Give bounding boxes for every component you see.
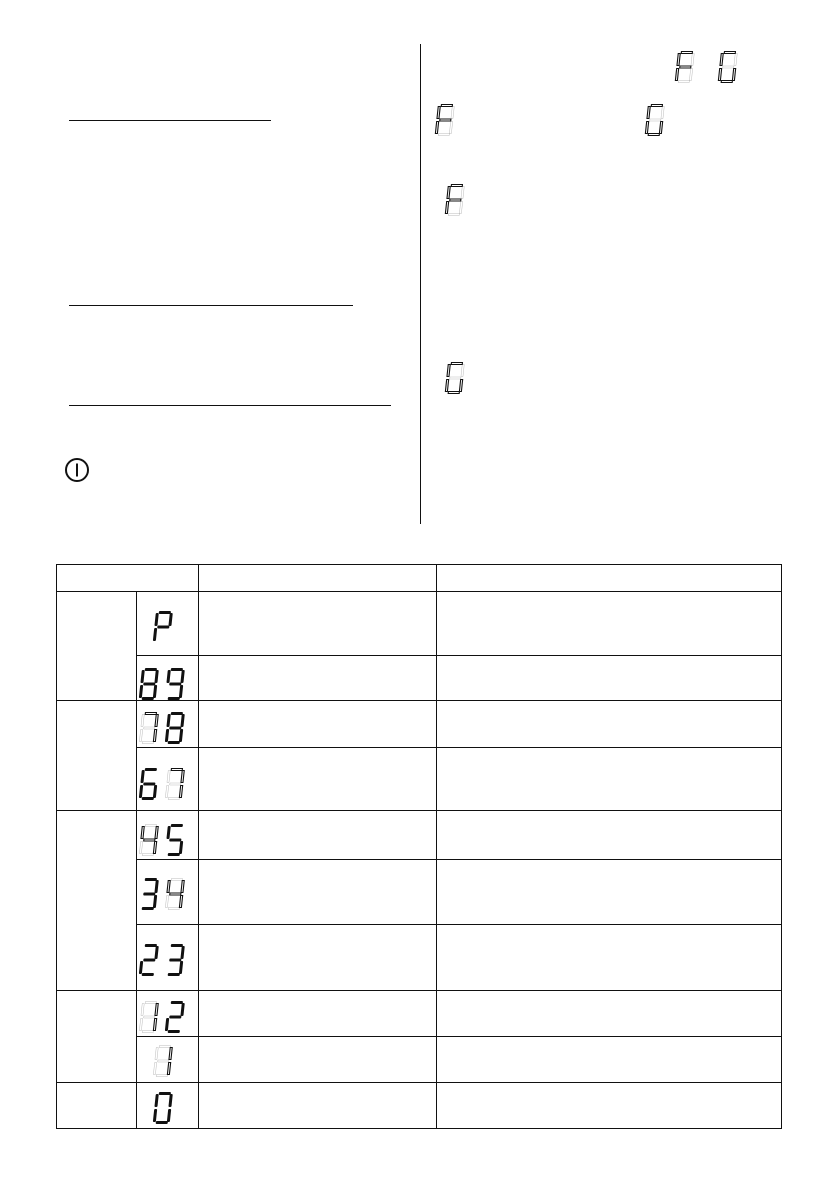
group-line: [56, 990, 782, 991]
col-line-2: [198, 564, 199, 1129]
power-level-display-icon: [138, 878, 196, 917]
power-level-display-icon: [138, 712, 196, 751]
left-rule-2: [69, 305, 353, 306]
segment-display-g-icon: [717, 51, 749, 85]
segment-display-f-icon: [434, 104, 466, 138]
power-level-display-icon: [138, 768, 196, 807]
power-level-display-icon: [152, 611, 184, 650]
power-level-display-icon: [138, 1001, 196, 1040]
power-level-display-icon: [152, 1092, 184, 1131]
group-line: [56, 810, 782, 811]
power-level-display-icon: [138, 944, 196, 983]
segment-display-f-icon: [444, 184, 476, 218]
row-line: [136, 747, 782, 748]
row-line: [136, 859, 782, 860]
row-line: [136, 924, 782, 925]
left-rule-1: [69, 120, 271, 121]
row-line: [136, 655, 782, 656]
left-rule-3: [69, 405, 391, 406]
header-line: [56, 591, 782, 592]
row-line: [136, 1036, 782, 1037]
power-level-display-icon: [138, 668, 196, 707]
power-icon: [63, 456, 91, 484]
power-level-table: [56, 564, 782, 1129]
column-divider: [420, 44, 421, 524]
col-line-3: [436, 564, 437, 1129]
segment-display-f-icon: [674, 51, 706, 85]
segment-display-g-icon: [444, 362, 476, 396]
segment-display-g-icon: [644, 104, 676, 138]
power-level-display-icon: [152, 1045, 184, 1084]
power-level-display-icon: [138, 824, 196, 863]
